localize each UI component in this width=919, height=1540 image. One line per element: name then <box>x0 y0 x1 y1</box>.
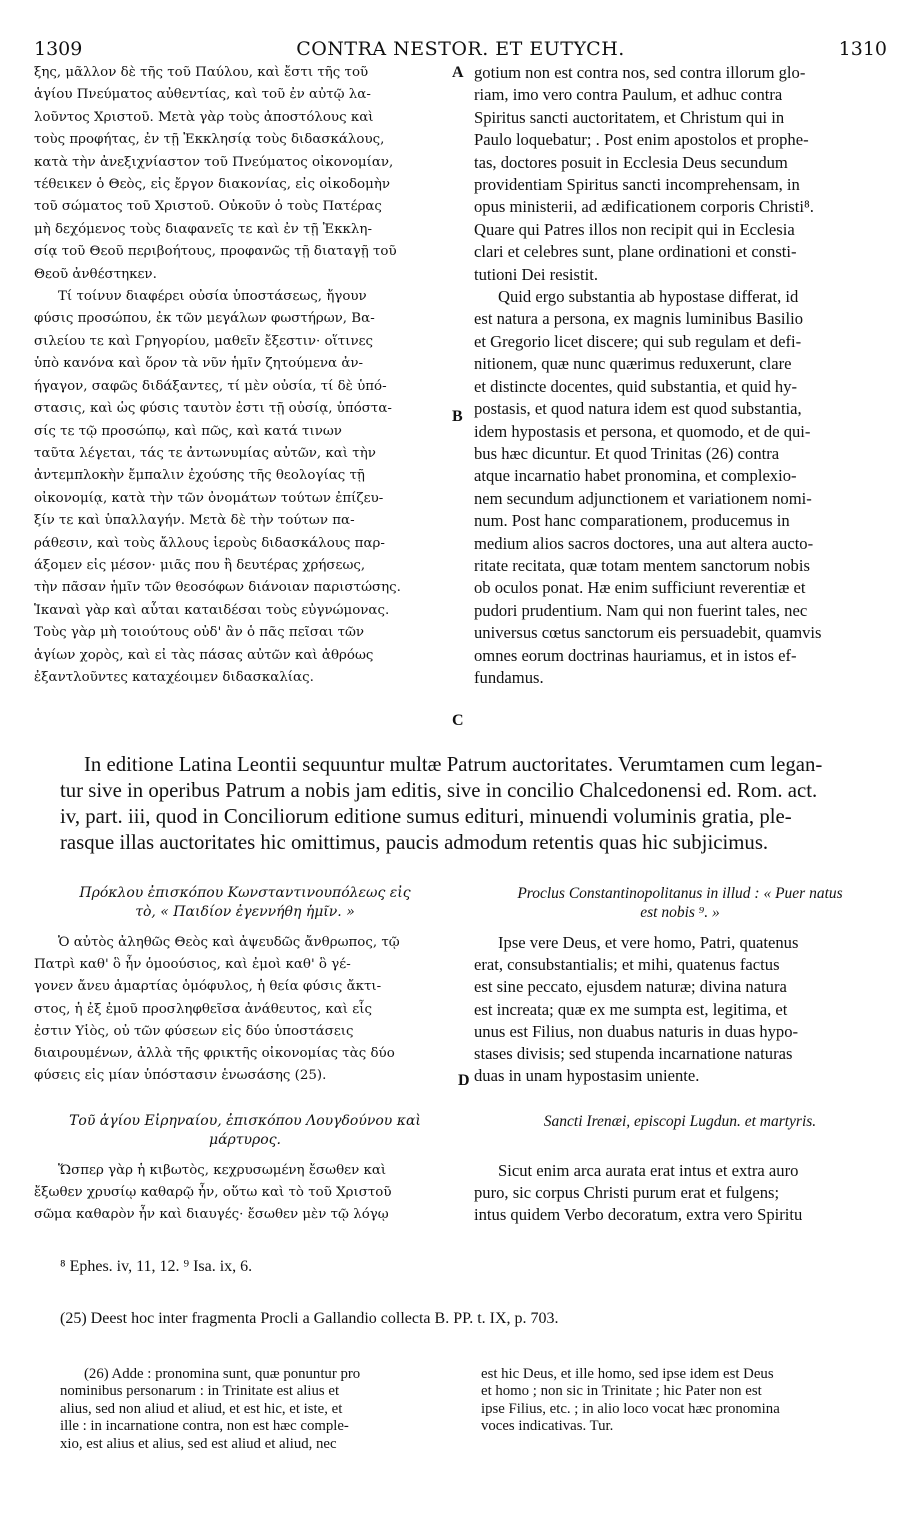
heading-line: Πρόκλου ἐπισκόπου Κωνσταντινουπόλεως εἰς <box>79 885 411 901</box>
irenaeus-latin-heading <box>474 1112 886 1131</box>
footnote-26-left <box>60 1366 460 1453</box>
latin-text-line: fundamus. <box>474 667 544 687</box>
greek-text-line: μὴ δεχόμενος τοὺς διαφανεῖς τε καὶ ἐν τῇ Ἐκκλη- <box>34 221 372 237</box>
latin-text-line: atque incarnatio habet pronomina, et complexio- <box>474 466 797 486</box>
greek-column-top <box>34 62 456 689</box>
greek-text-line: Τί τοίνυν διαφέρει οὐσία ὑποστάσεως, ἤγουν <box>58 289 367 305</box>
greek-text-line: ξης, μᾶλλον δὲ τῆς τοῦ Παύλου, καὶ ἔστι τῆς τοῦ <box>34 65 369 80</box>
editorial-line: In editione Latina Leontii sequuntur multæ Patrum auctoritates. Verumtamen cum legan- <box>84 753 823 776</box>
latin-text-line: ob oculos ponat. Hæ enim sufficiunt reverentiæ et <box>474 578 806 598</box>
footnote-25: (25) Deest hoc inter fragmenta Procli a Gallandio collecta B. PP. t. IX, p. 703. <box>60 1310 559 1327</box>
proclus-greek-heading <box>34 884 456 922</box>
footnote-line: est hic Deus, et ille homo, sed ipse idem est Deus <box>481 1366 774 1382</box>
latin-text-line: puro, sic corpus Christi purum erat et fulgens; <box>474 1183 780 1203</box>
latin-text-line: tutioni Dei resistit. <box>474 264 598 284</box>
greek-text-line: Θεοῦ ἀνθέστηκεν. <box>34 266 157 282</box>
latin-text-line: idem hypostasis et persona, et quomodo, et de qui- <box>474 421 811 441</box>
margin-marker-b: B <box>452 408 463 425</box>
latin-text-line: bus hæc dicuntur. Et quod Trinitas (26) contra <box>474 443 780 463</box>
margin-marker-d: D <box>458 1072 470 1089</box>
latin-text-line: Spiritus sancti auctoritatem, et Christum qui in <box>474 107 785 127</box>
latin-text-line: opus ministerii, ad ædificationem corporis Christi⁸. <box>474 197 814 217</box>
greek-text-line: στασις, καὶ ὡς φύσις ταυτὸν ἐστι τῇ οὐσίᾳ, ὑπόστα- <box>34 401 392 417</box>
greek-text-line: κατὰ τὴν ἀνεξιχνίαστον τοῦ Πνεύματος οἰκονομίαν, <box>34 154 394 170</box>
greek-text-line: Ὥσπερ γὰρ ἡ κιβωτὸς, κεχρυσωμένη ἔσωθεν καὶ <box>58 1163 387 1178</box>
greek-text-line: ράθεσιν, καὶ τοὺς ἄλλους ἱεροὺς διδασκάλους παρ- <box>34 535 385 551</box>
latin-text-line: num. Post hanc comparationem, producemus in <box>474 511 790 531</box>
greek-text-line: Ἱκαναὶ γὰρ καὶ αὗται καταιδέσαι τοὺς εὐγνώμονας. <box>34 602 390 618</box>
greek-text-line: ταῦτα λέγεται, τάς τε ἀντωνυμίας αὐτῶν, καὶ τὴν <box>34 445 376 461</box>
greek-text-line: λοῦντος Χριστοῦ. Μετὰ γὰρ τοὺς ἀποστόλους καὶ <box>34 109 374 125</box>
latin-text-line: Quid ergo substantia ab hypostase differat, id <box>498 287 799 307</box>
greek-text-line: Ὁ αὐτὸς ἀληθῶς Θεὸς καὶ ἀψευδῶς ἄνθρωπος, τῷ <box>58 935 400 950</box>
heading-line: μάρτυρος. <box>209 1132 281 1148</box>
greek-text-line: σιλείου τε καὶ Γρηγορίου, μαθεῖν ἔξεστιν· οἵτινες <box>34 333 374 349</box>
heading-line: est nobis ⁹. » <box>640 904 720 921</box>
latin-text-line: universus cœtus sanctorum eis persuadebit, quamvis <box>474 623 822 643</box>
proclus-latin-heading <box>474 884 886 922</box>
latin-text-line: nitionem, quæ nunc quærimus reduxerunt, clare <box>474 354 792 374</box>
latin-text-line: Sicut enim arca aurata erat intus et extra auro <box>498 1161 799 1180</box>
editorial-line: rasque illas auctoritates hic omittimus, paucis admodum retentis quas hic subjicimus. <box>60 831 769 854</box>
margin-marker-a: A <box>452 64 464 81</box>
latin-text-line: Paulo loquebatur; . Post enim apostolos et prophe- <box>474 130 809 150</box>
latin-text-line: ritate recitata, quæ totam mentem sanctorum nobis <box>474 555 810 575</box>
left-page-number: 1309 <box>34 38 83 60</box>
latin-text-line: pudori prudentium. Nam qui non fuerint tales, nec <box>474 600 808 620</box>
margin-marker-c: C <box>452 712 464 729</box>
latin-text-line: intus quidem Verbo decoratum, extra vero Spiritu <box>474 1205 803 1225</box>
footnote-line: nominibus personarum : in Trinitate est alius et <box>60 1383 340 1400</box>
latin-text-line: clari et celebres sunt, plane ordinationi et consti- <box>474 242 797 262</box>
footnote-line: et homo ; non sic in Trinitate ; hic Pater non est <box>481 1383 762 1400</box>
editorial-line: tur sive in operibus Patrum a nobis jam editis, sive in concilio Chalcedonensi ed. Rom. act. <box>60 779 818 802</box>
greek-text-line: διαιρουμένων, ἀλλὰ τῆς φρικτῆς οἰκονομίας τὰς δύο <box>34 1046 395 1062</box>
latin-text-line: gotium non est contra nos, sed contra illorum glo- <box>474 63 806 82</box>
latin-text-line: omnes eorum doctrinas hauriamus, et in istos ef- <box>474 645 797 665</box>
footnote-line: (26) Adde : pronomina sunt, quæ ponuntur pro <box>84 1366 361 1382</box>
proclus-latin-text <box>474 932 886 1087</box>
latin-text-line: riam, imo vero contra Paulum, et adhuc contra <box>474 85 783 105</box>
greek-text-line: ἔξωθεν χρυσίῳ καθαρῷ ἦν, οὕτω καὶ τὸ τοῦ Χριστοῦ <box>34 1185 392 1201</box>
greek-text-line: τοῦ σώματος τοῦ Χριστοῦ. Οὐκοῦν ὁ τοὺς Πατέρας <box>34 199 382 215</box>
latin-text-line: tas, doctores posuit in Ecclesia Deus secundum <box>474 152 788 172</box>
latin-text-line: est increata; quæ ex me sumpta est, legitima, et <box>474 999 788 1019</box>
footnote-line: alius, sed non aliud et aliud, et est hic, et iste, et <box>60 1400 343 1417</box>
latin-text-line: unus est Filius, non duabus naturis in duas hypo- <box>474 1021 799 1041</box>
greek-text-line: σίς τε τῷ προσώπῳ, καὶ πῶς, καὶ κατά τινων <box>34 423 342 439</box>
proclus-greek-text <box>34 932 456 1087</box>
greek-text-line: ήγαγον, σαφῶς διδάξαντες, τί μὲν οὐσία, τί δὲ ὑπό- <box>34 378 387 394</box>
heading-line: Sancti Irenæi, episcopi Lugdun. et martyris. <box>543 1113 817 1130</box>
footnote-line: xio, est alius et alius, sed est aliud et aliud, nec <box>60 1435 337 1452</box>
greek-text-line: σῶμα καθαρὸν ἦν καὶ διαυγές· ἔσωθεν μὲν τῷ λόγῳ <box>34 1207 389 1223</box>
greek-text-line: ἀντεμπλοκὴν ἔμπαλιν ἐχούσης τῆς θεολογίας τῇ <box>34 468 365 484</box>
footnote-line: ipse Filius, etc. ; in alio loco vocat hæc pronomina <box>481 1400 780 1417</box>
greek-text-line: φύσις προσώπου, ἐκ τῶν μεγάλων φωστήρων, Βα- <box>34 311 375 327</box>
greek-text-line: τέθεικεν ὁ Θεὸς, εἰς ἔργον διακονίας, εἰς οἰκοδομὴν <box>34 177 390 193</box>
greek-text-line: σίᾳ τοῦ Θεοῦ περιβοήτους, προφανῶς τῇ διαταγῇ τοῦ <box>34 244 397 260</box>
latin-text-line: Ipse vere Deus, et vere homo, Patri, quatenus <box>498 933 799 952</box>
greek-text-line: ξίν τε καὶ ὑπαλλαγήν. Μετὰ δὲ τὴν τούτων πα- <box>34 513 355 529</box>
running-title: CONTRA NESTOR. ET EUTYCH. <box>296 38 625 60</box>
latin-text-line: stases divisis; sed stupenda incarnatione naturas <box>474 1044 793 1064</box>
latin-text-line: Quare qui Patres illos non recipit qui in Ecclesia <box>474 219 795 239</box>
greek-text-line: τοὺς προφήτας, ἐν τῇ Ἐκκλησίᾳ τοὺς διδασκάλους, <box>34 132 385 148</box>
scripture-footnotes: ⁸ Ephes. iv, 11, 12. ⁹ Isa. ix, 6. <box>60 1258 253 1275</box>
right-page-number: 1310 <box>838 38 887 60</box>
heading-line: Proclus Constantinopolitanus in illud : « Puer natus <box>517 885 843 902</box>
editorial-note <box>60 752 890 856</box>
footnote-26-right <box>481 1366 891 1436</box>
irenaeus-greek-heading <box>34 1112 456 1150</box>
latin-text-line: erat, consubstantialis; et mihi, quatenus factus <box>474 955 780 975</box>
latin-text-line: est natura a persona, ex magnis luminibus Basilio <box>474 309 804 329</box>
latin-text-line: duas in unam hypostasim uniente. <box>474 1066 700 1086</box>
greek-text-line: άξομεν εἰς μέσον· μιᾶς που ἢ δευτέρας χρήσεως, <box>34 557 366 573</box>
greek-text-line: οἰκονομίᾳ, κατὰ τὴν τῶν ὀνομάτων τούτων ἐπίζευ- <box>34 490 384 506</box>
footnote-line: voces indicativas. Tur. <box>481 1418 614 1435</box>
greek-text-line: Τοὺς γὰρ μὴ τοιούτους οὐδ' ἂν ὁ πᾶς πεῖσαι τῶν <box>34 625 365 641</box>
greek-text-line: φύσεις εἰς μίαν ὑπόστασιν ἑνωσάσης (25). <box>34 1068 327 1084</box>
greek-text-line: στος, ἡ ἐξ ἐμοῦ προσληφθεῖσα ἀνάθευτος, καὶ εἷς <box>34 1001 372 1017</box>
irenaeus-greek-text <box>34 1160 456 1227</box>
greek-text-line: ὑπὸ κανόνα καὶ ὅρον τὰ νῦν ἡμῖν ζητούμενα ἀν- <box>34 356 364 372</box>
latin-text-line: postasis, et quod natura idem est quod substantia, <box>474 399 802 419</box>
running-header <box>34 38 887 62</box>
latin-text-line: providentiam Spiritus sancti incomprehensam, in <box>474 175 800 195</box>
latin-text-line: est sine peccato, ejusdem naturæ; divina natura <box>474 977 787 997</box>
latin-text-line: et distincte docentes, quid substantia, et quid hy- <box>474 376 798 396</box>
greek-text-line: ἁγίου Πνεύματος αὐθεντίας, καὶ τοῦ ἐν αὐτῷ λα- <box>34 87 371 103</box>
editorial-line: iv, part. iii, quod in Conciliorum editione sumus edituri, minuendi voluminis gratia, ple- <box>60 805 792 828</box>
greek-text-line: ἁγίων χορὸς, καὶ εἰ τὰς πάσας αὐτῶν καὶ ἀθρόως <box>34 647 374 663</box>
latin-text-line: medium alios sacros doctores, una aut altera aucto- <box>474 533 814 553</box>
irenaeus-latin-text <box>474 1160 886 1227</box>
latin-text-line: et Gregorio licet discere; qui sub regulam et defi- <box>474 331 802 351</box>
footnote-line: ille : in incarnatione contra, non est hæc comple- <box>60 1418 349 1435</box>
greek-text-line: ἐστιν Υἱὸς, οὐ τῶν φύσεων εἰς δύο ὑποστάσεις <box>34 1023 354 1039</box>
greek-text-line: τὴν πᾶσαν ἡμῖν τῶν θεοσόφων διάνοιαν παριστώσης. <box>34 580 401 596</box>
latin-text-line: nem secundum adjunctionem et variationem nomi- <box>474 488 812 508</box>
heading-line: Τοῦ ἁγίου Εἰρηναίου, ἐπισκόπου Λουγδούνου καὶ <box>69 1113 421 1129</box>
heading-line: τὸ, « Παιδίον ἐγεννήθη ἡμῖν. » <box>135 904 355 920</box>
greek-text-line: ἐξαντλοῦντες καταχέοιμεν διδασκαλίας. <box>34 669 314 685</box>
latin-column-top <box>474 62 886 689</box>
greek-text-line: γονεν ἄνευ ἁμαρτίας ὁμόφυλος, ἡ θεία φύσις ἄκτι- <box>34 979 382 995</box>
greek-text-line: Πατρὶ καθ' ὃ ἦν ὁμοούσιος, καὶ ἐμοὶ καθ' ὃ γέ- <box>34 957 351 973</box>
